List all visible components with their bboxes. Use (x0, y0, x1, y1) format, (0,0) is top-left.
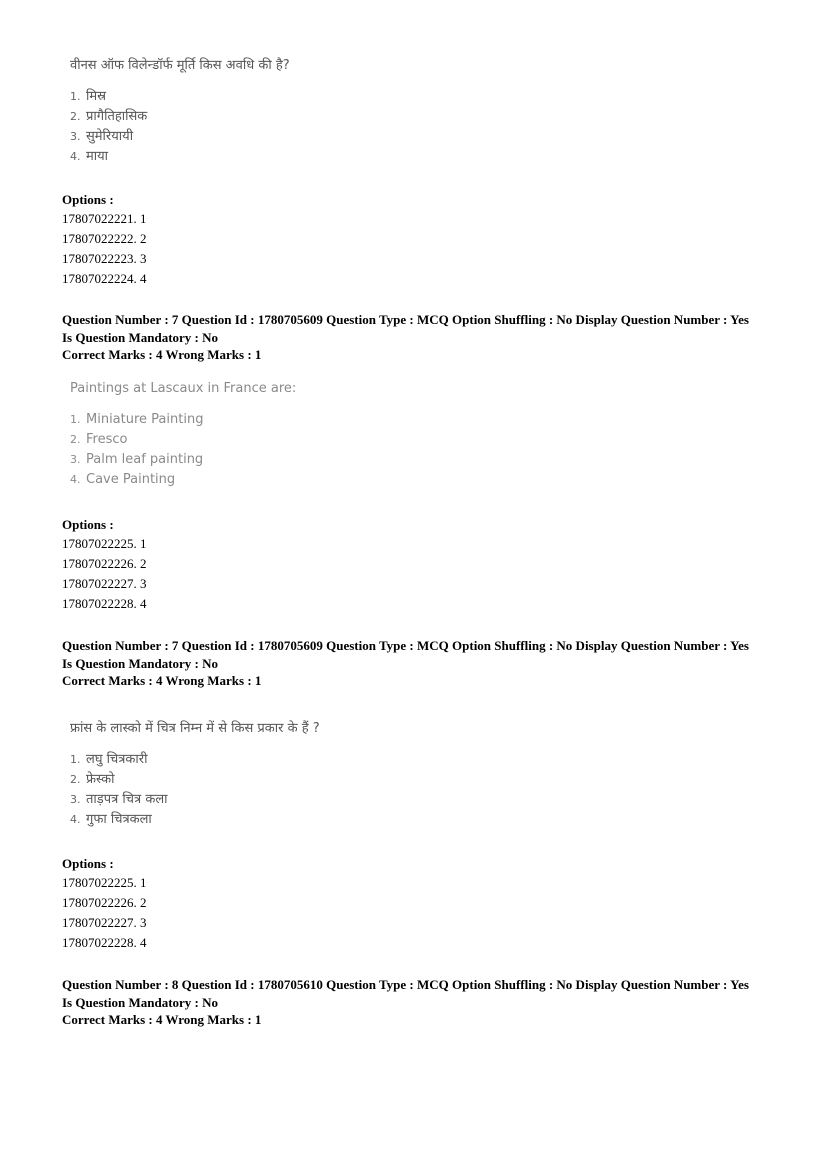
meta-line-mandatory: Is Question Mandatory : No (62, 994, 219, 1010)
question-option: 4. माया (70, 149, 109, 164)
question-meta (62, 637, 772, 690)
option-id: 17807022221. 1 (62, 211, 147, 226)
question-option: 4. Cave Painting (70, 472, 176, 487)
option-id: 17807022222. 2 (62, 231, 147, 246)
question-option: 1. Miniature Painting (70, 412, 204, 427)
options-list (62, 515, 147, 614)
options-heading: Options : (62, 856, 114, 871)
question-image (70, 381, 296, 490)
option-id: 17807022226. 2 (62, 895, 147, 910)
question-stem: वीनस ऑफ विलेन्डॉर्फ मूर्ति किस अवधि की है? (70, 58, 290, 73)
option-id: 17807022225. 1 (62, 875, 147, 890)
question-stem: Paintings at Lascaux in France are: (70, 381, 297, 396)
question-option: 2. फ्रेस्को (70, 772, 115, 787)
question-option: 3. Palm leaf painting (70, 452, 204, 467)
meta-line-mandatory: Is Question Mandatory : No (62, 329, 219, 345)
question-option: 1. लघु चित्रकारी (70, 752, 148, 767)
question-image (70, 55, 290, 167)
option-id: 17807022226. 2 (62, 556, 147, 571)
option-id: 17807022227. 3 (62, 915, 147, 930)
question-image (70, 718, 320, 830)
option-id: 17807022228. 4 (62, 935, 147, 950)
option-id: 17807022223. 3 (62, 251, 147, 266)
question-option: 3. सुमेरियायी (70, 129, 134, 144)
meta-line-question: Question Number : 7 Question Id : 1780705609 Question Type : MCQ Option Shuffling : No Display Question Number : Yes (62, 312, 749, 327)
option-id: 17807022228. 4 (62, 596, 147, 611)
question-option: 2. प्रागैतिहासिक (70, 109, 148, 124)
meta-line-question: Question Number : 7 Question Id : 1780705609 Question Type : MCQ Option Shuffling : No Display Question Number : Yes (62, 638, 749, 653)
options-heading: Options : (62, 517, 114, 532)
question-meta (62, 311, 772, 364)
options-heading: Options : (62, 192, 114, 207)
option-id: 17807022227. 3 (62, 576, 147, 591)
meta-line-marks: Correct Marks : 4 Wrong Marks : 1 (62, 673, 262, 688)
meta-line-marks: Correct Marks : 4 Wrong Marks : 1 (62, 347, 262, 362)
meta-line-marks: Correct Marks : 4 Wrong Marks : 1 (62, 1012, 262, 1027)
options-list (62, 190, 147, 289)
options-list (62, 854, 147, 953)
question-option: 3. ताड़पत्र चित्र कला (70, 792, 168, 807)
option-id: 17807022225. 1 (62, 536, 147, 551)
option-id: 17807022224. 4 (62, 271, 147, 286)
question-option: 2. Fresco (70, 432, 128, 447)
question-meta (62, 976, 772, 1029)
meta-line-question: Question Number : 8 Question Id : 1780705610 Question Type : MCQ Option Shuffling : No Display Question Number : Yes (62, 977, 749, 992)
question-option: 1. मिस्र (70, 89, 107, 104)
meta-line-mandatory: Is Question Mandatory : No (62, 655, 219, 671)
question-option: 4. गुफा चित्रकला (70, 812, 152, 827)
question-stem: फ्रांस के लास्को में चित्र निम्न में से किस प्रकार के हैं ? (70, 721, 320, 736)
